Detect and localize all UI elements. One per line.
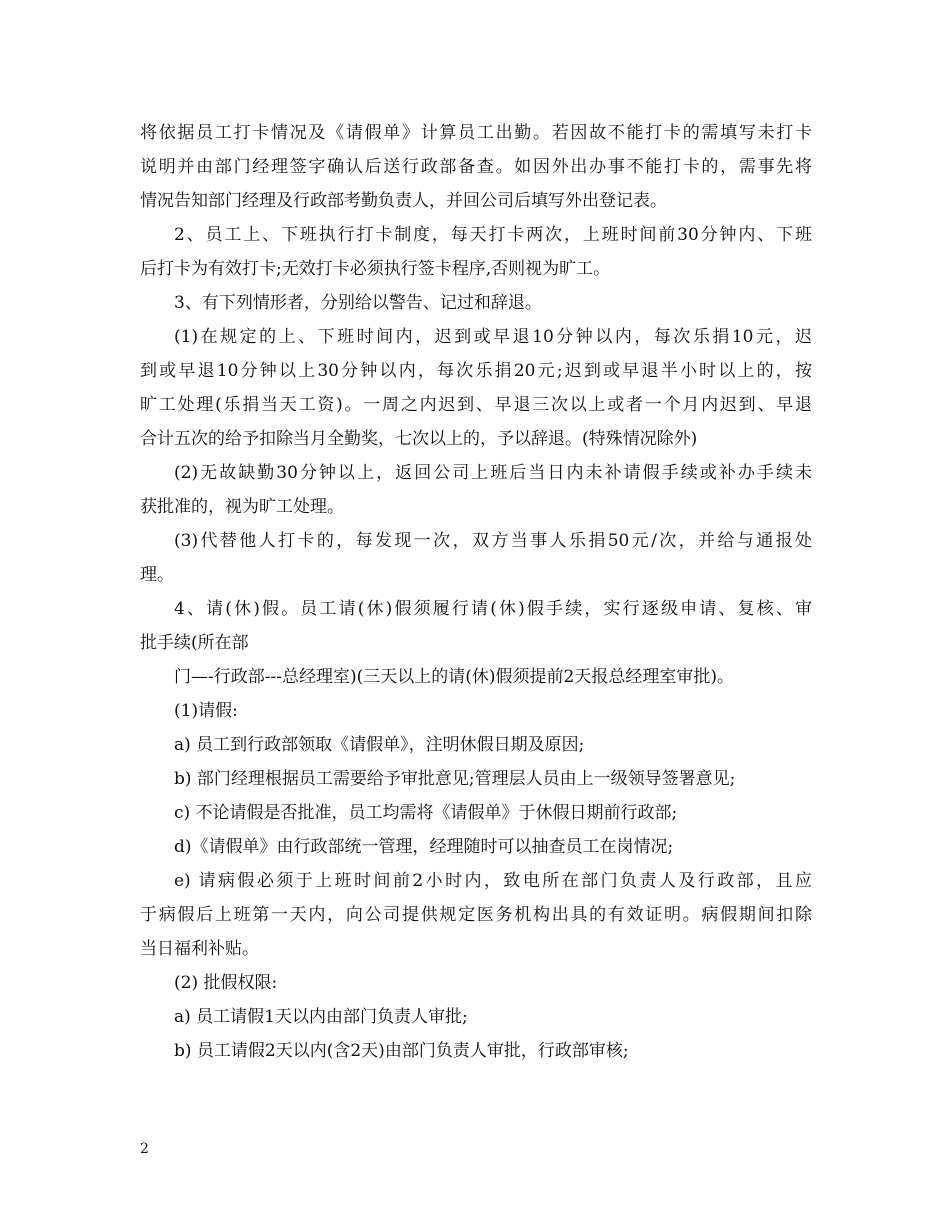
text-line: 门—-行政部---总经理室)(三天以上的请(休)假须提前2天报总经理室审批)。: [174, 667, 734, 687]
text-line: 2、员工上、下班执行打卡制度，每天打卡两次，上班时间前30分钟内、下班: [174, 225, 812, 245]
text-line: 获批准的，视为旷工处理。: [140, 497, 344, 517]
document-body: [140, 116, 812, 1068]
text-line: 情况告知部门经理及行政部考勤负责人，并回公司后填写外出登记表。: [140, 191, 667, 211]
text-line: 3、有下列情形者，分别给以警告、记过和辞退。: [174, 293, 542, 313]
text-line: 批手续(所在部: [140, 633, 249, 653]
text-line: d)《请假单》由行政部统一管理，经理随时可以抽查员工在岗情况;: [174, 837, 674, 857]
text-line: a) 员工请假1天以内由部门负责人审批;: [174, 1007, 468, 1027]
text-line: c) 不论请假是否批准，员工均需将《请假单》于休假日期前行政部;: [174, 803, 678, 823]
text-line: (2) 批假权限:: [174, 973, 278, 993]
text-line: 理。: [140, 565, 174, 585]
text-line: b) 员工请假2天以内(含2天)由部门负责人审批，行政部审核;: [174, 1041, 629, 1061]
text-line: (2)无故缺勤30分钟以上，返回公司上班后当日内未补请假手续或补办手续未: [174, 463, 812, 483]
text-line: 到或早退10分钟以上30分钟以内，每次乐捐20元;迟到或早退半小时以上的，按: [140, 361, 812, 381]
text-line: (3)代替他人打卡的，每发现一次，双方当事人乐捐50元/次，并给与通报处: [174, 531, 812, 551]
text-line: 当日福利补贴。: [140, 939, 259, 959]
text-line: 于病假后上班第一天内，向公司提供规定医务机构出具的有效证明。病假期间扣除: [140, 905, 812, 925]
page-number: 2: [140, 1141, 149, 1157]
text-line: 合计五次的给予扣除当月全勤奖，七次以上的，予以辞退。(特殊情况除外): [140, 429, 698, 449]
text-line: b) 部门经理根据员工需要给予审批意见;管理层人员由上一级领导签署意见;: [174, 769, 736, 789]
text-line: 说明并由部门经理签字确认后送行政部备查。如因外出办事不能打卡的，需事先将: [140, 157, 812, 177]
text-line: (1)请假:: [174, 701, 238, 721]
text-line: e) 请病假必须于上班时间前2小时内，致电所在部门负责人及行政部，且应: [174, 871, 812, 891]
text-line: 4、请(休)假。员工请(休)假须履行请(休)假手续，实行逐级申请、复核、审: [174, 599, 812, 619]
text-line: 旷工处理(乐捐当天工资)。一周之内迟到、早退三次以上或者一个月内迟到、早退: [140, 395, 812, 415]
text-line: 后打卡为有效打卡;无效打卡必须执行签卡程序,否则视为旷工。: [140, 259, 611, 279]
text-line: (1)在规定的上、下班时间内，迟到或早退10分钟以内，每次乐捐10元，迟: [174, 327, 812, 347]
text-line: a) 员工到行政部领取《请假单》，注明休假日期及原因;: [174, 735, 585, 755]
text-line: 将依据员工打卡情况及《请假单》计算员工出勤。若因故不能打卡的需填写未打卡: [140, 123, 812, 143]
